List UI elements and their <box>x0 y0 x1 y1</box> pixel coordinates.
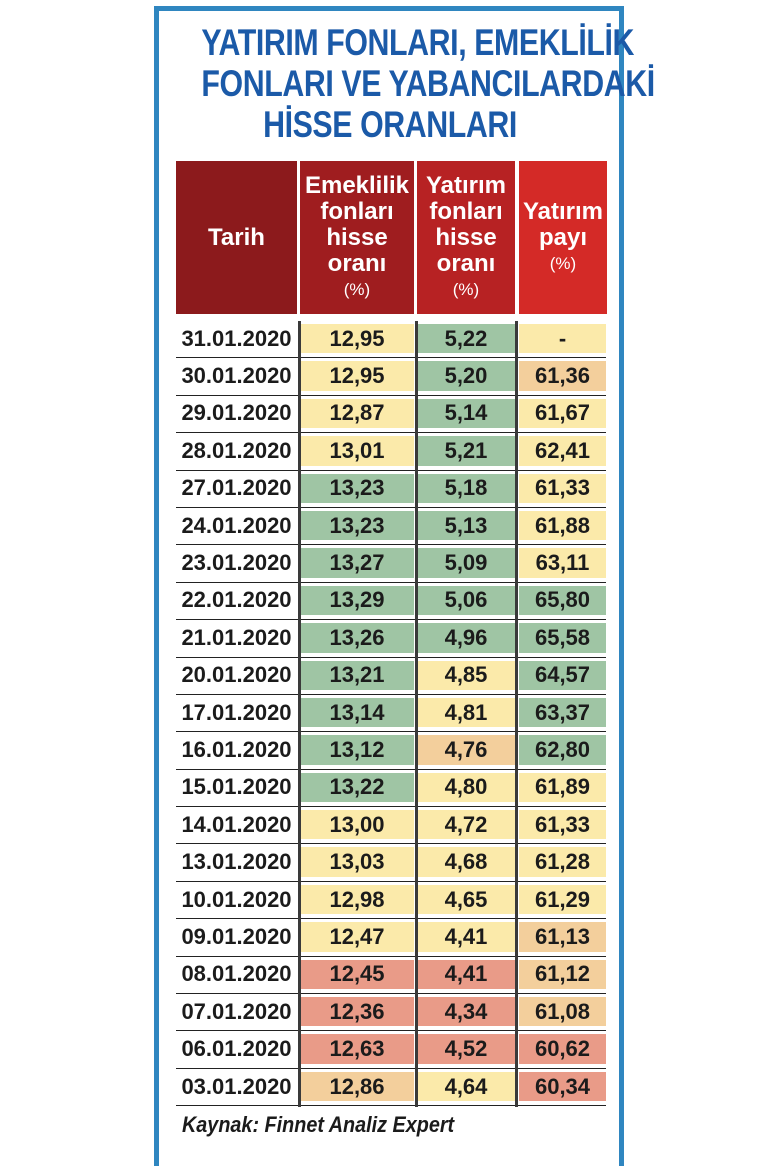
header-label-line: oranı <box>436 249 496 277</box>
date-cell: 14.01.2020 <box>181 811 292 837</box>
date-cell: 13.01.2020 <box>181 849 292 875</box>
data-table <box>176 321 606 1106</box>
table-row <box>176 919 606 956</box>
investment-share-cell: 63,11 <box>519 548 606 577</box>
investment-fund-ratio-cell: 4,65 <box>417 885 515 914</box>
header-unit: (%) <box>452 279 480 299</box>
investment-share-cell: 61,67 <box>519 399 606 428</box>
investment-share-cell: 61,12 <box>519 960 606 989</box>
pension-fund-ratio-cell: 12,98 <box>300 885 414 914</box>
page-title <box>201 22 655 145</box>
investment-fund-ratio-cell: 4,85 <box>417 661 515 690</box>
pension-fund-ratio-cell: 13,27 <box>300 548 414 577</box>
investment-share-cell: 61,28 <box>519 847 606 876</box>
table-row <box>176 321 606 358</box>
pension-fund-ratio-cell: 13,01 <box>300 436 414 465</box>
date-cell: 23.01.2020 <box>181 550 292 576</box>
date-cell: 10.01.2020 <box>181 886 292 912</box>
investment-share-cell: 61,33 <box>519 474 606 503</box>
table-row <box>176 620 606 657</box>
source-note: Kaynak: Finnet Analiz Expert <box>182 1112 455 1137</box>
header-label-line: Yatırım <box>425 171 507 199</box>
header-label-line: payı <box>538 223 588 251</box>
column-divider <box>415 321 418 1107</box>
date-cell: 09.01.2020 <box>181 923 292 949</box>
investment-fund-ratio-cell: 4,81 <box>417 698 515 727</box>
date-cell: 31.01.2020 <box>181 325 292 351</box>
pension-fund-ratio-cell: 13,21 <box>300 661 414 690</box>
date-cell: 22.01.2020 <box>181 587 292 613</box>
table-row <box>176 844 606 881</box>
date-cell: 20.01.2020 <box>181 662 292 688</box>
header-label-line: hisse <box>435 223 497 251</box>
pension-fund-ratio-cell: 13,00 <box>300 810 414 839</box>
pension-fund-ratio-cell: 13,23 <box>300 511 414 540</box>
table-row <box>176 358 606 395</box>
pension-fund-ratio-cell: 12,87 <box>300 399 414 428</box>
table-row <box>176 1069 606 1106</box>
date-cell: 27.01.2020 <box>181 475 292 501</box>
investment-share-cell: 61,89 <box>519 773 606 802</box>
header-label-line: Yatırım <box>522 197 604 225</box>
date-cell: 21.01.2020 <box>181 624 292 650</box>
pension-fund-ratio-cell: 12,95 <box>300 324 414 353</box>
date-cell: 08.01.2020 <box>181 961 292 987</box>
investment-share-cell: 61,08 <box>519 997 606 1026</box>
header-label-line: fonları <box>429 197 503 225</box>
pension-fund-ratio-cell: 12,47 <box>300 922 414 951</box>
table-row <box>176 545 606 582</box>
date-cell: 07.01.2020 <box>181 998 292 1024</box>
date-cell: 15.01.2020 <box>181 774 292 800</box>
date-cell: 17.01.2020 <box>181 699 292 725</box>
table-row <box>176 471 606 508</box>
pension-fund-ratio-cell: 12,45 <box>300 960 414 989</box>
investment-share-cell: 65,58 <box>519 623 606 652</box>
investment-fund-ratio-cell: 5,21 <box>417 436 515 465</box>
investment-fund-ratio-cell: 5,09 <box>417 548 515 577</box>
table-row <box>176 695 606 732</box>
investment-fund-ratio-cell: 4,64 <box>417 1072 515 1101</box>
header-label-line: Emeklilik <box>304 171 410 199</box>
pension-fund-ratio-cell: 12,36 <box>300 997 414 1026</box>
investment-fund-ratio-cell: 5,06 <box>417 586 515 615</box>
investment-fund-ratio-cell: 5,20 <box>417 361 515 390</box>
header-date-label: Tarih <box>208 223 265 251</box>
investment-share-cell: 63,37 <box>519 698 606 727</box>
header-date <box>176 161 297 314</box>
date-cell: 29.01.2020 <box>181 400 292 426</box>
table-row <box>176 433 606 470</box>
pension-fund-ratio-cell: 13,26 <box>300 623 414 652</box>
pension-fund-ratio-cell: 13,29 <box>300 586 414 615</box>
header-investment-share <box>519 161 607 314</box>
pension-fund-ratio-cell: 13,22 <box>300 773 414 802</box>
table-row <box>176 957 606 994</box>
table-row <box>176 732 606 769</box>
investment-share-cell: 61,13 <box>519 922 606 951</box>
header-label-line: hisse <box>326 223 388 251</box>
table-row <box>176 770 606 807</box>
investment-fund-ratio-cell: 4,76 <box>417 735 515 764</box>
investment-share-cell: 62,80 <box>519 735 606 764</box>
investment-fund-ratio-cell: 4,80 <box>417 773 515 802</box>
investment-share-cell: 60,62 <box>519 1034 606 1063</box>
investment-fund-ratio-cell: 5,13 <box>417 511 515 540</box>
date-cell: 24.01.2020 <box>181 512 292 538</box>
column-divider <box>515 321 518 1107</box>
investment-fund-ratio-cell: 4,41 <box>417 922 515 951</box>
pension-fund-ratio-cell: 12,95 <box>300 361 414 390</box>
date-cell: 30.01.2020 <box>181 363 292 389</box>
date-cell: 16.01.2020 <box>181 736 292 762</box>
title-line-3: HİSSE ORANLARI <box>263 104 517 145</box>
investment-share-cell: - <box>519 324 606 353</box>
investment-fund-ratio-cell: 5,18 <box>417 474 515 503</box>
table-row <box>176 583 606 620</box>
investment-fund-ratio-cell: 4,96 <box>417 623 515 652</box>
header-investment-funds <box>417 161 515 314</box>
header-pension-funds <box>300 161 414 314</box>
investment-fund-ratio-cell: 4,52 <box>417 1034 515 1063</box>
table-row <box>176 882 606 919</box>
investment-share-cell: 65,80 <box>519 586 606 615</box>
investment-fund-ratio-cell: 4,72 <box>417 810 515 839</box>
investment-share-cell: 61,29 <box>519 885 606 914</box>
investment-share-cell: 62,41 <box>519 436 606 465</box>
investment-fund-ratio-cell: 4,68 <box>417 847 515 876</box>
table-row <box>176 508 606 545</box>
investment-fund-ratio-cell: 4,41 <box>417 960 515 989</box>
title-line-1: YATIRIM FONLARI, EMEKLİLİK <box>201 22 635 63</box>
investment-share-cell: 61,88 <box>519 511 606 540</box>
investment-share-cell: 60,34 <box>519 1072 606 1101</box>
table-row <box>176 658 606 695</box>
header-unit: (%) <box>549 253 577 273</box>
column-divider <box>298 321 301 1107</box>
investment-fund-ratio-cell: 5,22 <box>417 324 515 353</box>
header-unit: (%) <box>343 279 371 299</box>
header-label-line: fonları <box>320 197 394 225</box>
pension-fund-ratio-cell: 12,63 <box>300 1034 414 1063</box>
investment-share-cell: 64,57 <box>519 661 606 690</box>
table-row <box>176 807 606 844</box>
investment-share-cell: 61,33 <box>519 810 606 839</box>
table-row <box>176 1031 606 1068</box>
investment-fund-ratio-cell: 4,34 <box>417 997 515 1026</box>
pension-fund-ratio-cell: 13,23 <box>300 474 414 503</box>
pension-fund-ratio-cell: 13,14 <box>300 698 414 727</box>
date-cell: 06.01.2020 <box>181 1036 292 1062</box>
investment-share-cell: 61,36 <box>519 361 606 390</box>
title-line-2: FONLARI VE YABANCILARDAKİ <box>201 63 655 104</box>
header-label-line: oranı <box>327 249 387 277</box>
investment-fund-ratio-cell: 5,14 <box>417 399 515 428</box>
pension-fund-ratio-cell: 12,86 <box>300 1072 414 1101</box>
date-cell: 28.01.2020 <box>181 437 292 463</box>
table-row <box>176 396 606 433</box>
pension-fund-ratio-cell: 13,12 <box>300 735 414 764</box>
date-cell: 03.01.2020 <box>181 1073 292 1099</box>
pension-fund-ratio-cell: 13,03 <box>300 847 414 876</box>
table-row <box>176 994 606 1031</box>
